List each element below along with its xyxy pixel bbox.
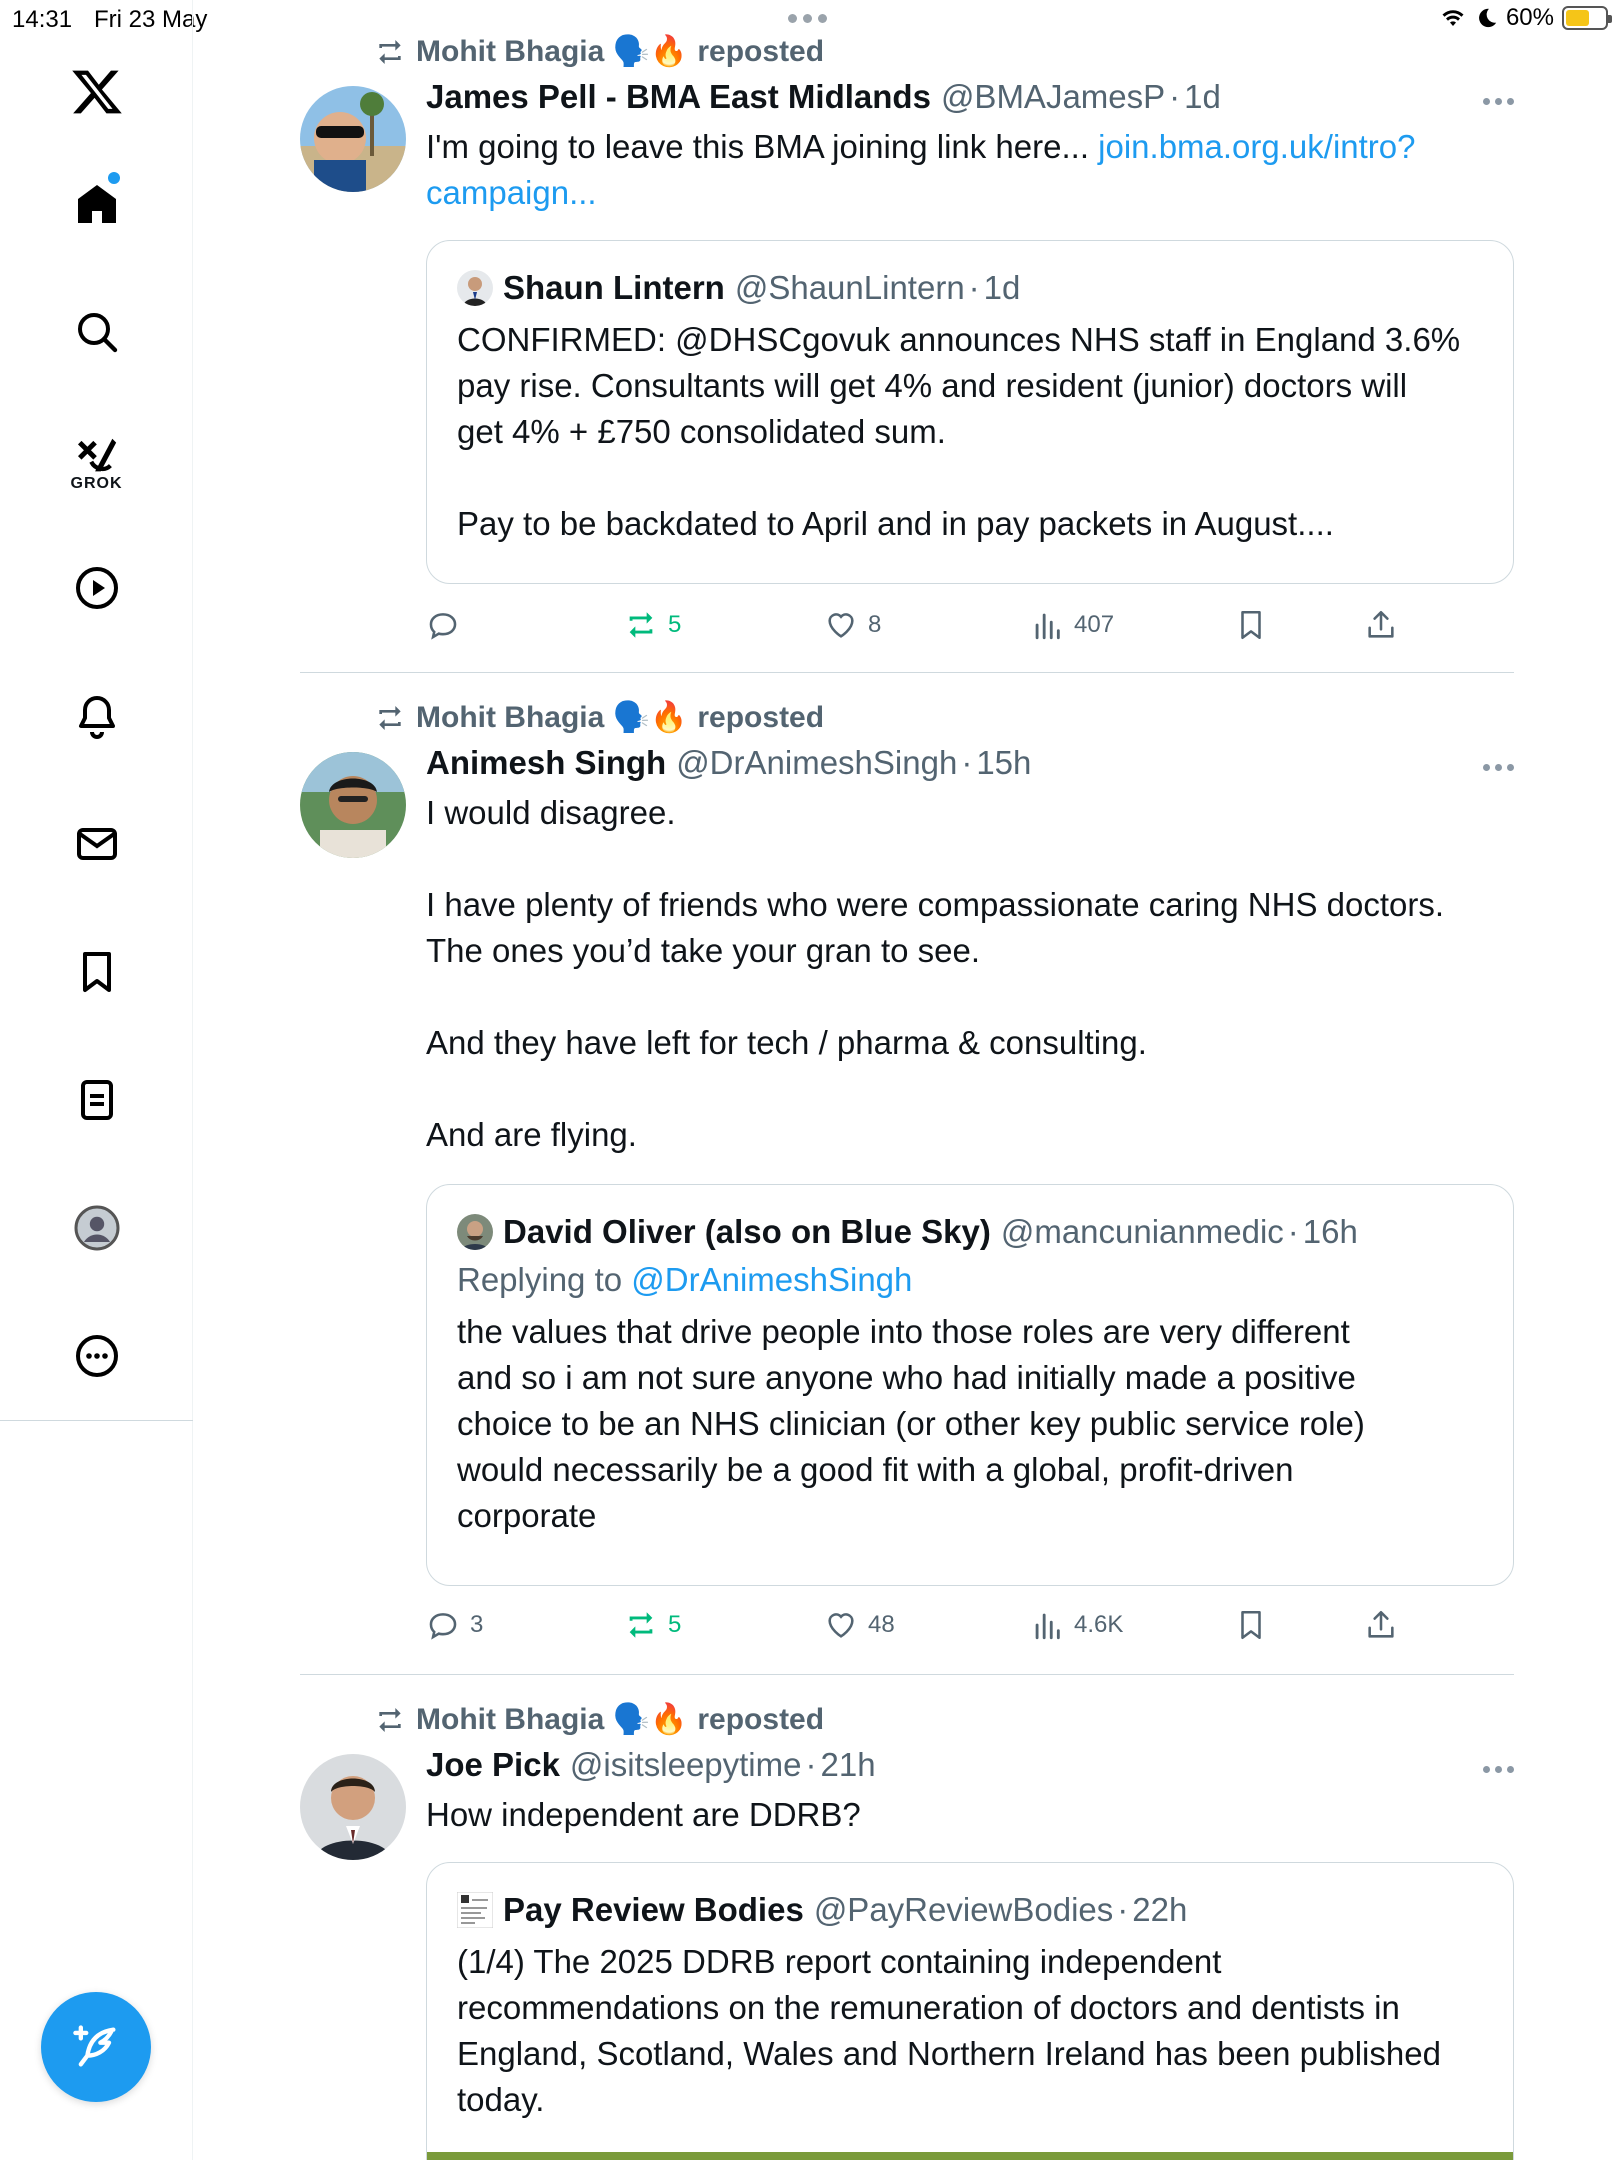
display-name[interactable]: James Pell - BMA East Midlands — [426, 78, 931, 115]
quote-avatar — [457, 1214, 493, 1250]
post-link-continued[interactable]: campaign... — [426, 174, 597, 211]
sidebar — [0, 0, 193, 2160]
reposted-by[interactable]: Mohit Bhagia 🗣️🔥 — [416, 1703, 688, 1736]
play-icon — [73, 564, 121, 612]
quote-text-line: today. — [457, 2081, 545, 2118]
timestamp[interactable]: 15h — [976, 744, 1032, 781]
compose-button[interactable] — [41, 1992, 151, 2102]
post-separator — [300, 672, 1514, 673]
reply-button[interactable] — [426, 1608, 483, 1642]
post-header — [426, 1746, 1514, 1784]
post-text — [426, 124, 1514, 216]
timestamp[interactable]: 21h — [820, 1746, 876, 1783]
display-name[interactable]: Animesh Singh — [426, 744, 667, 781]
separator-dot: · — [961, 744, 973, 781]
compose-feather-icon — [70, 2021, 122, 2073]
handle[interactable]: @DrAnimeshSingh — [676, 744, 958, 781]
nav-search[interactable] — [0, 304, 193, 360]
bell-icon — [73, 692, 121, 740]
more-options-icon[interactable] — [1483, 1766, 1514, 1773]
handle[interactable]: @BMAJamesP — [940, 78, 1166, 115]
action-bar — [426, 608, 1426, 652]
quote-header — [457, 269, 1483, 307]
separator-dot: · — [1287, 1213, 1299, 1250]
quote-header — [457, 1891, 1483, 1929]
nav-notifications[interactable] — [0, 688, 193, 744]
post-text-line: I would disagree. — [426, 794, 676, 831]
quote-text — [457, 1309, 1483, 1539]
nav-more[interactable] — [0, 1328, 193, 1384]
like-button[interactable] — [824, 1608, 895, 1642]
quote-text — [457, 317, 1483, 547]
replying-to — [457, 1261, 1483, 1299]
post-text-line: And they have left for tech / pharma & consulting. — [426, 1024, 1147, 1061]
view-count: 4.6K — [1074, 1611, 1124, 1638]
post-text-line: I'm going to leave this BMA joining link here... — [426, 128, 1099, 165]
nav-profile[interactable] — [0, 1200, 193, 1256]
separator-dot: · — [805, 1746, 817, 1783]
repost-indicator — [374, 1702, 824, 1737]
quote-timestamp[interactable]: 16h — [1302, 1213, 1358, 1250]
quote-text-line: and so i am not sure anyone who had initially made a positive — [457, 1359, 1356, 1396]
quote-handle[interactable]: @ShaunLintern — [734, 269, 965, 306]
reposted-by[interactable]: Mohit Bhagia 🗣️🔥 — [416, 701, 688, 734]
bookmark-icon — [73, 948, 121, 996]
like-button[interactable] — [824, 608, 881, 642]
quote-text-line — [457, 455, 1483, 501]
like-count: 48 — [868, 1611, 895, 1638]
quote-text-line: recommendations on the remuneration of doctors and dentists in — [457, 1989, 1400, 2026]
nav-home[interactable] — [0, 176, 193, 232]
clock: 14:31 — [12, 6, 73, 33]
x-logo-icon[interactable] — [0, 62, 193, 122]
separator-dot: · — [968, 269, 980, 306]
display-name[interactable]: Joe Pick — [426, 1746, 560, 1783]
analytics-icon — [1030, 1608, 1064, 1642]
repost-button[interactable] — [624, 608, 681, 642]
reposted-label: reposted — [697, 700, 825, 734]
repost-count: 5 — [668, 1611, 682, 1638]
timeline — [300, 0, 1514, 2160]
post-text-line: How independent are DDRB? — [426, 1796, 861, 1833]
repost-icon — [374, 1704, 406, 1736]
quote-timestamp[interactable]: 1d — [983, 269, 1021, 306]
grok-label: GROK — [70, 475, 123, 492]
repost-indicator — [374, 700, 824, 735]
post-text-line: And are flying. — [426, 1116, 637, 1153]
repost-icon — [624, 608, 658, 642]
quote-avatar — [457, 270, 493, 306]
post-link[interactable]: join.bma.org.uk/intro? — [1098, 128, 1416, 165]
quoted-post[interactable] — [426, 1184, 1514, 1586]
analytics-icon — [1030, 608, 1064, 642]
quote-timestamp[interactable]: 22h — [1132, 1891, 1188, 1928]
quote-display-name[interactable]: Pay Review Bodies — [503, 1891, 804, 1928]
action-bar — [426, 1608, 1426, 1652]
reply-icon — [426, 608, 460, 642]
quote-text — [457, 1939, 1483, 2123]
views-button[interactable] — [1030, 608, 1114, 642]
reply-icon — [426, 1608, 460, 1642]
post-header — [426, 744, 1514, 782]
battery-icon — [1562, 6, 1608, 30]
heart-icon — [824, 608, 858, 642]
view-count: 407 — [1074, 611, 1115, 638]
nav-grok[interactable] — [0, 428, 193, 498]
replying-to-label: Replying to — [457, 1261, 632, 1298]
quote-text-line: corporate — [457, 1497, 597, 1534]
reposted-label: reposted — [697, 1702, 825, 1736]
post[interactable] — [300, 1698, 1514, 2160]
avatar[interactable] — [300, 752, 406, 858]
post-header — [426, 78, 1514, 116]
quote-header — [457, 1213, 1483, 1251]
quote-display-name[interactable]: Shaun Lintern — [503, 269, 725, 306]
post-text-line: I have plenty of friends who were compassionate caring NHS doctors. — [426, 886, 1445, 923]
post-text — [426, 1792, 1514, 1838]
quote-text-line: pay rise. Consultants will get 4% and resident (junior) doctors will — [457, 367, 1408, 404]
replying-to-handle[interactable]: @DrAnimeshSingh — [631, 1261, 913, 1298]
nav-bookmarks[interactable] — [0, 944, 193, 1000]
bookmark-button[interactable] — [1234, 608, 1268, 642]
quote-text-line: (1/4) The 2025 DDRB report containing independent — [457, 1943, 1222, 1980]
repost-button[interactable] — [624, 1608, 681, 1642]
avatar[interactable] — [300, 86, 406, 192]
post-text-line — [426, 836, 1514, 882]
share-button[interactable] — [1364, 1608, 1398, 1642]
heart-icon — [824, 1608, 858, 1642]
bookmark-icon — [1234, 1608, 1268, 1642]
share-icon — [1364, 608, 1398, 642]
reply-button[interactable] — [426, 608, 470, 642]
share-icon — [1364, 1608, 1398, 1642]
quote-text-line: would necessarily be a good fit with a global, profit-driven — [457, 1451, 1294, 1488]
quote-text-line: choice to be an NHS clinician (or other key public service role) — [457, 1405, 1365, 1442]
quoted-post[interactable] — [426, 1862, 1514, 2160]
quote-text-line: the values that drive people into those roles are very different — [457, 1313, 1350, 1350]
profile-avatar-icon — [73, 1204, 121, 1252]
repost-icon — [374, 36, 406, 68]
reposted-by[interactable]: Mohit Bhagia 🗣️🔥 — [416, 35, 688, 68]
repost-icon — [374, 702, 406, 734]
nav-video[interactable] — [0, 560, 193, 616]
post-text-line: The ones you’d take your gran to see. — [426, 932, 981, 969]
quote-media-preview[interactable] — [427, 2152, 1513, 2160]
handle[interactable]: @isitsleepytime — [569, 1746, 802, 1783]
views-button[interactable] — [1030, 1608, 1123, 1642]
date: Fri 23 May — [94, 6, 208, 33]
grok-icon — [74, 433, 120, 479]
reply-count: 3 — [470, 1611, 484, 1638]
avatar[interactable] — [300, 1754, 406, 1860]
repost-icon — [624, 1608, 658, 1642]
list-icon — [73, 1076, 121, 1124]
post[interactable] — [300, 30, 1514, 670]
repost-count: 5 — [668, 611, 682, 638]
post[interactable] — [300, 696, 1514, 1656]
like-count: 8 — [868, 611, 882, 638]
quote-handle[interactable]: @PayReviewBodies — [813, 1891, 1114, 1928]
post-text — [426, 790, 1514, 1158]
repost-indicator — [374, 34, 824, 69]
quote-text-line: CONFIRMED: @DHSCgovuk announces NHS staff in England 3.6% — [457, 321, 1461, 358]
separator-dot: · — [1169, 78, 1181, 115]
quote-avatar — [457, 1892, 493, 1928]
more-options-icon[interactable] — [1483, 98, 1514, 105]
post-separator — [300, 1674, 1514, 1675]
quote-text-line: England, Scotland, Wales and Northern Ireland has been published — [457, 2035, 1441, 2072]
post-text-line — [426, 1066, 1514, 1112]
quote-display-name[interactable]: David Oliver (also on Blue Sky) — [503, 1213, 991, 1250]
notification-dot — [108, 172, 120, 184]
quote-handle[interactable]: @mancunianmedic — [1000, 1213, 1284, 1250]
search-icon — [73, 308, 121, 356]
post-text-line — [426, 974, 1514, 1020]
share-button[interactable] — [1364, 608, 1398, 642]
home-icon — [73, 180, 121, 228]
sidebar-divider — [0, 1420, 193, 1421]
bookmark-icon — [1234, 608, 1268, 642]
nav-lists[interactable] — [0, 1072, 193, 1128]
timestamp[interactable]: 1d — [1184, 78, 1221, 115]
mail-icon — [73, 820, 121, 868]
quote-text-line: get 4% + £750 consolidated sum. — [457, 413, 946, 450]
more-icon — [73, 1332, 121, 1380]
bookmark-button[interactable] — [1234, 1608, 1268, 1642]
reposted-label: reposted — [697, 34, 825, 68]
more-options-icon[interactable] — [1483, 764, 1514, 771]
battery-percent: 60% — [1505, 4, 1554, 31]
quoted-post[interactable] — [426, 240, 1514, 584]
nav-messages[interactable] — [0, 816, 193, 872]
separator-dot: · — [1117, 1891, 1129, 1928]
quote-text-line: Pay to be backdated to April and in pay packets in August.... — [457, 505, 1334, 542]
